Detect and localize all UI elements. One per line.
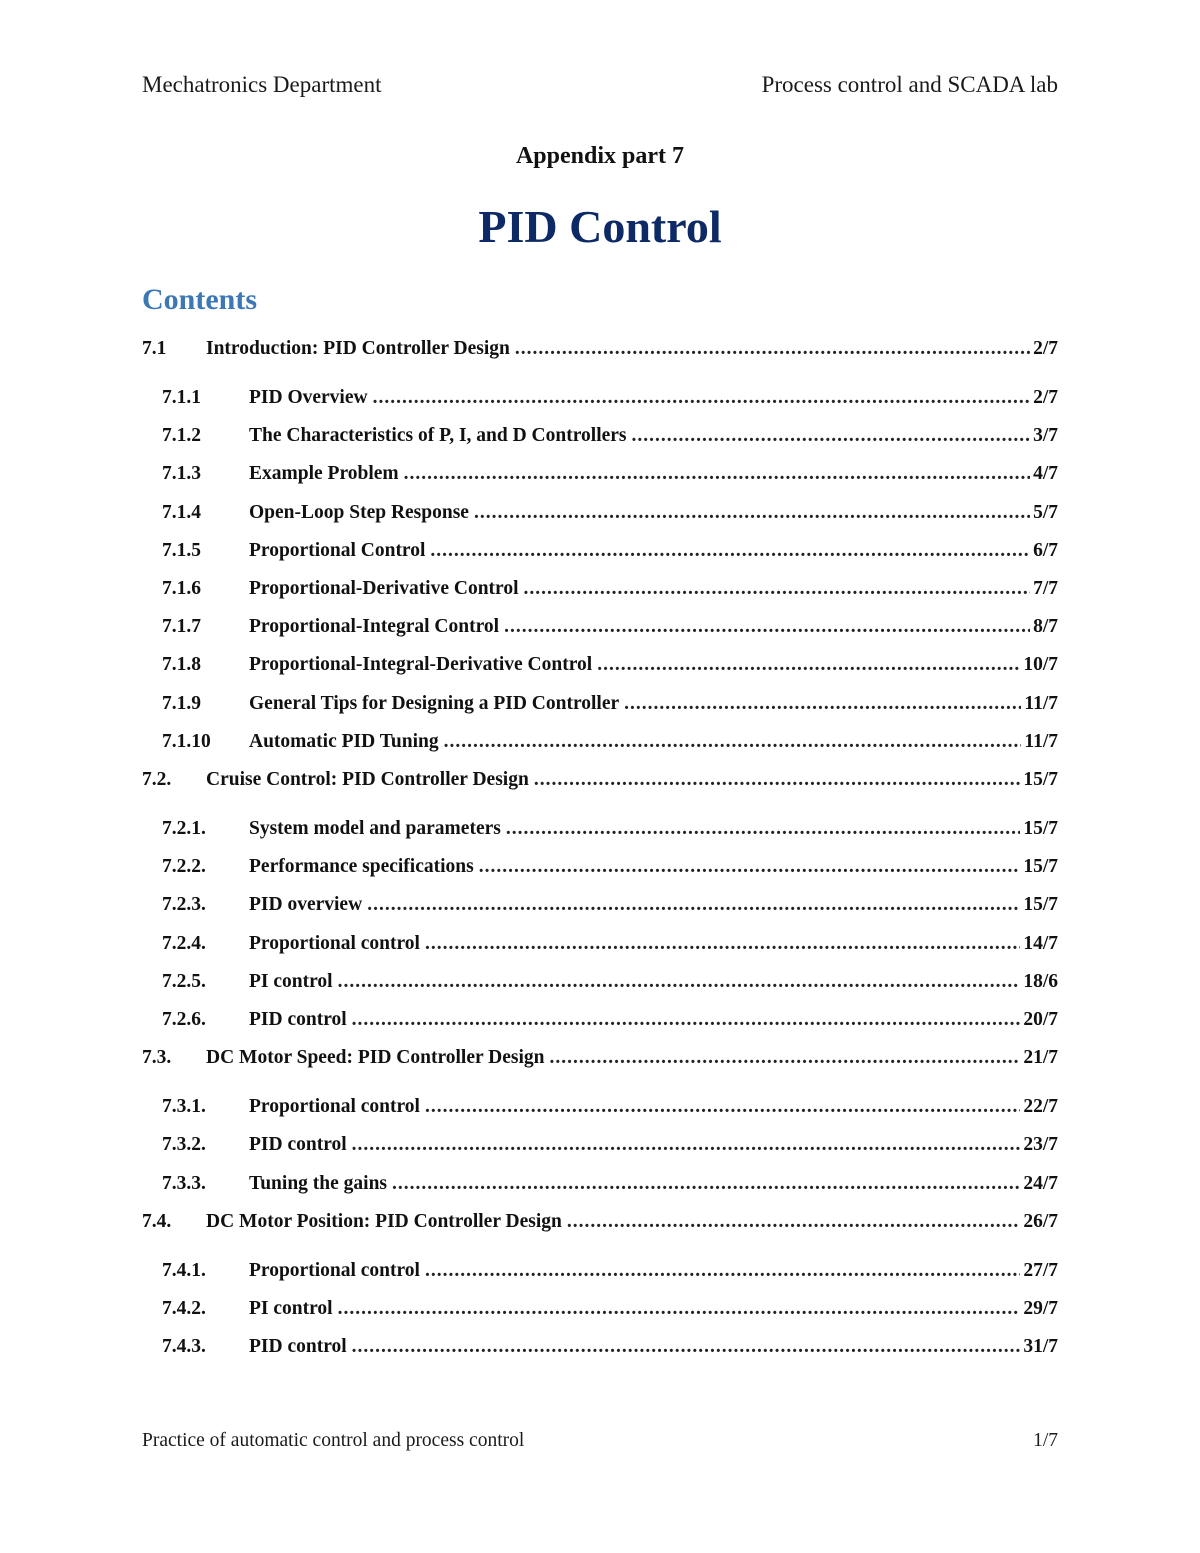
toc-entry[interactable] xyxy=(142,338,1058,364)
toc-entry-title: Introduction: PID Controller Design xyxy=(206,338,510,359)
toc-entry-number: 7.3. xyxy=(142,1047,172,1069)
toc-entry-number: 7.2. xyxy=(142,769,172,790)
toc-leader-dots xyxy=(632,425,1031,447)
toc-entry-title: DC Motor Speed: PID Controller Design xyxy=(206,1047,545,1069)
toc-entry[interactable] xyxy=(142,502,1058,528)
toc-entry-number: 7.4.2. xyxy=(162,1298,206,1319)
toc-entry-number: 7.3.3. xyxy=(162,1172,206,1194)
toc-entry-title: PI control xyxy=(249,970,333,992)
toc-entry-page: 3/7 xyxy=(1033,425,1058,447)
toc-leader-dots xyxy=(367,894,1020,916)
toc-entry-number: 7.1.4 xyxy=(162,501,201,523)
toc-entry-number: 7.2.5. xyxy=(162,970,206,992)
toc-entry-number: 7.1.10 xyxy=(162,730,211,752)
toc-entry-title: The Characteristics of P, I, and D Controllers xyxy=(249,425,627,447)
toc-entry[interactable] xyxy=(142,616,1058,642)
toc-leader-dots xyxy=(430,540,1030,562)
toc-entry-page: 31/7 xyxy=(1023,1336,1058,1358)
toc-entry[interactable] xyxy=(142,1134,1058,1160)
toc-entry[interactable] xyxy=(142,856,1058,882)
toc-entry-page: 22/7 xyxy=(1023,1096,1058,1118)
toc-leader-dots xyxy=(392,1173,1020,1195)
toc-leader-dots xyxy=(373,387,1030,409)
toc-leader-dots xyxy=(515,338,1030,360)
toc-entry-page: 29/7 xyxy=(1023,1298,1058,1319)
toc-leader-dots xyxy=(425,1260,1020,1282)
toc-entry[interactable] xyxy=(142,971,1058,997)
toc-entry-title: PID control xyxy=(249,1336,347,1358)
toc-entry-title: Proportional-Integral-Derivative Control xyxy=(249,654,593,676)
toc-entry-page: 15/7 xyxy=(1023,818,1058,839)
toc-entry-number: 7.4. xyxy=(142,1210,172,1232)
toc-entry[interactable] xyxy=(142,1173,1058,1199)
toc-entry[interactable] xyxy=(142,463,1058,489)
toc-entry-title: Proportional control xyxy=(249,1096,420,1118)
toc-entry-page: 2/7 xyxy=(1033,387,1058,408)
toc-entry-page: 24/7 xyxy=(1023,1172,1058,1194)
appendix-label: Appendix part 7 xyxy=(515,143,685,169)
toc-entry[interactable] xyxy=(142,933,1058,959)
toc-entry-title: Open-Loop Step Response xyxy=(249,501,469,523)
toc-entry-number: 7.3.2. xyxy=(162,1134,206,1156)
toc-leader-dots xyxy=(444,731,1022,753)
toc-entry[interactable] xyxy=(142,1298,1058,1324)
toc-entry-title: Proportional-Derivative Control xyxy=(249,578,519,599)
toc-entry-title: PID overview xyxy=(249,894,363,916)
toc-entry[interactable] xyxy=(142,1260,1058,1286)
footer-page-number: 1/7 xyxy=(1033,1430,1058,1451)
toc-entry-title: Cruise Control: PID Controller Design xyxy=(206,769,529,790)
toc-leader-dots xyxy=(425,1096,1020,1118)
toc-entry[interactable] xyxy=(142,894,1058,920)
toc-entry-number: 7.2.1. xyxy=(162,818,206,839)
toc-entry-number: 7.2.3. xyxy=(162,894,206,916)
toc-entry-page: 20/7 xyxy=(1023,1009,1058,1030)
toc-entry[interactable] xyxy=(142,818,1058,844)
toc-entry-number: 7.1.2 xyxy=(162,425,201,447)
toc-entry-title: Performance specifications xyxy=(249,856,474,878)
toc-entry-page: 11/7 xyxy=(1024,692,1058,714)
toc-leader-dots xyxy=(597,654,1020,676)
toc-entry-page: 10/7 xyxy=(1023,654,1058,676)
toc-entry-page: 6/7 xyxy=(1033,539,1058,561)
toc-entry[interactable] xyxy=(142,1047,1058,1073)
toc-entry-number: 7.1.1 xyxy=(162,387,201,408)
toc-entry-page: 27/7 xyxy=(1023,1259,1058,1281)
toc-leader-dots xyxy=(404,463,1030,485)
toc-entry-number: 7.2.4. xyxy=(162,932,206,954)
toc-entry-title: PID Overview xyxy=(249,387,368,408)
toc-entry-page: 18/6 xyxy=(1023,970,1058,992)
toc-entry-title: PI control xyxy=(249,1298,333,1319)
toc-entry-number: 7.1.7 xyxy=(162,616,201,638)
toc-entry[interactable] xyxy=(142,1009,1058,1035)
toc-entry[interactable] xyxy=(142,1211,1058,1237)
toc-entry-page: 2/7 xyxy=(1033,338,1058,359)
toc-leader-dots xyxy=(567,1211,1020,1233)
toc-leader-dots xyxy=(352,1009,1021,1031)
toc-entry[interactable] xyxy=(142,387,1058,413)
toc-leader-dots xyxy=(474,502,1030,524)
toc-entry-title: Tuning the gains xyxy=(249,1172,388,1194)
toc-entry-page: 15/7 xyxy=(1023,769,1058,790)
toc-entry-number: 7.1.8 xyxy=(162,654,201,676)
toc-entry[interactable] xyxy=(142,731,1058,757)
toc-entry[interactable] xyxy=(142,1336,1058,1362)
contents-heading: Contents xyxy=(142,283,258,316)
toc-entry-title: PID control xyxy=(249,1009,347,1030)
toc-entry[interactable] xyxy=(142,540,1058,566)
toc-entry[interactable] xyxy=(142,654,1058,680)
toc-leader-dots xyxy=(624,693,1021,715)
toc-entry-title: Proportional control xyxy=(249,932,420,954)
toc-entry-title: General Tips for Designing a PID Controller xyxy=(249,692,620,714)
toc-entry-title: PID control xyxy=(249,1134,347,1156)
toc-entry-number: 7.1.6 xyxy=(162,578,201,599)
toc-entry-title: DC Motor Position: PID Controller Design xyxy=(206,1210,562,1232)
toc-entry-page: 7/7 xyxy=(1033,578,1058,599)
toc-entry-number: 7.1.5 xyxy=(162,539,201,561)
toc-entry-number: 7.4.3. xyxy=(162,1336,206,1358)
toc-entry-title: Proportional-Integral Control xyxy=(249,616,500,638)
toc-entry[interactable] xyxy=(142,769,1058,795)
toc-entry-title: Automatic PID Tuning xyxy=(249,730,439,752)
toc-entry[interactable] xyxy=(142,425,1058,451)
toc-leader-dots xyxy=(479,856,1021,878)
toc-leader-dots xyxy=(338,1298,1021,1320)
toc-leader-dots xyxy=(425,933,1020,955)
toc-entry-page: 26/7 xyxy=(1023,1210,1058,1232)
toc-entry-title: System model and parameters xyxy=(249,818,501,839)
toc-entry-title: Example Problem xyxy=(249,463,399,485)
toc-leader-dots xyxy=(338,971,1021,993)
toc-entry-number: 7.1 xyxy=(142,338,167,359)
toc-entry-title: Proportional Control xyxy=(249,539,426,561)
toc-entry[interactable] xyxy=(142,578,1058,604)
page-title: PID Control xyxy=(478,201,722,252)
toc-leader-dots xyxy=(550,1047,1021,1069)
toc-entry-page: 21/7 xyxy=(1023,1047,1058,1069)
header-department: Mechatronics Department xyxy=(142,72,382,97)
toc-entry-page: 8/7 xyxy=(1033,616,1058,638)
toc-entry-number: 7.2.2. xyxy=(162,856,206,878)
toc-entry-title: Proportional control xyxy=(249,1259,420,1281)
toc-entry-number: 7.3.1. xyxy=(162,1096,206,1118)
toc-leader-dots xyxy=(534,769,1021,791)
toc-leader-dots xyxy=(524,578,1031,600)
toc-entry-page: 4/7 xyxy=(1033,463,1058,485)
toc-leader-dots xyxy=(504,616,1030,638)
toc-entry-number: 7.1.3 xyxy=(162,463,201,485)
toc-leader-dots xyxy=(506,818,1020,840)
footer-course: Practice of automatic control and process control xyxy=(142,1430,525,1451)
toc-entry-number: 7.1.9 xyxy=(162,692,201,714)
toc-entry-page: 23/7 xyxy=(1023,1134,1058,1156)
toc-entry[interactable] xyxy=(142,1096,1058,1122)
toc-entry-page: 15/7 xyxy=(1023,894,1058,916)
toc-entry-number: 7.4.1. xyxy=(162,1259,206,1281)
toc-entry[interactable] xyxy=(142,693,1058,719)
toc-entry-page: 11/7 xyxy=(1024,730,1058,752)
toc-leader-dots xyxy=(352,1134,1021,1156)
toc-entry-page: 5/7 xyxy=(1033,501,1058,523)
toc-entry-page: 15/7 xyxy=(1023,856,1058,878)
toc-entry-page: 14/7 xyxy=(1023,932,1058,954)
toc-leader-dots xyxy=(352,1336,1021,1358)
header-lab: Process control and SCADA lab xyxy=(761,72,1058,97)
toc-entry-number: 7.2.6. xyxy=(162,1009,206,1030)
